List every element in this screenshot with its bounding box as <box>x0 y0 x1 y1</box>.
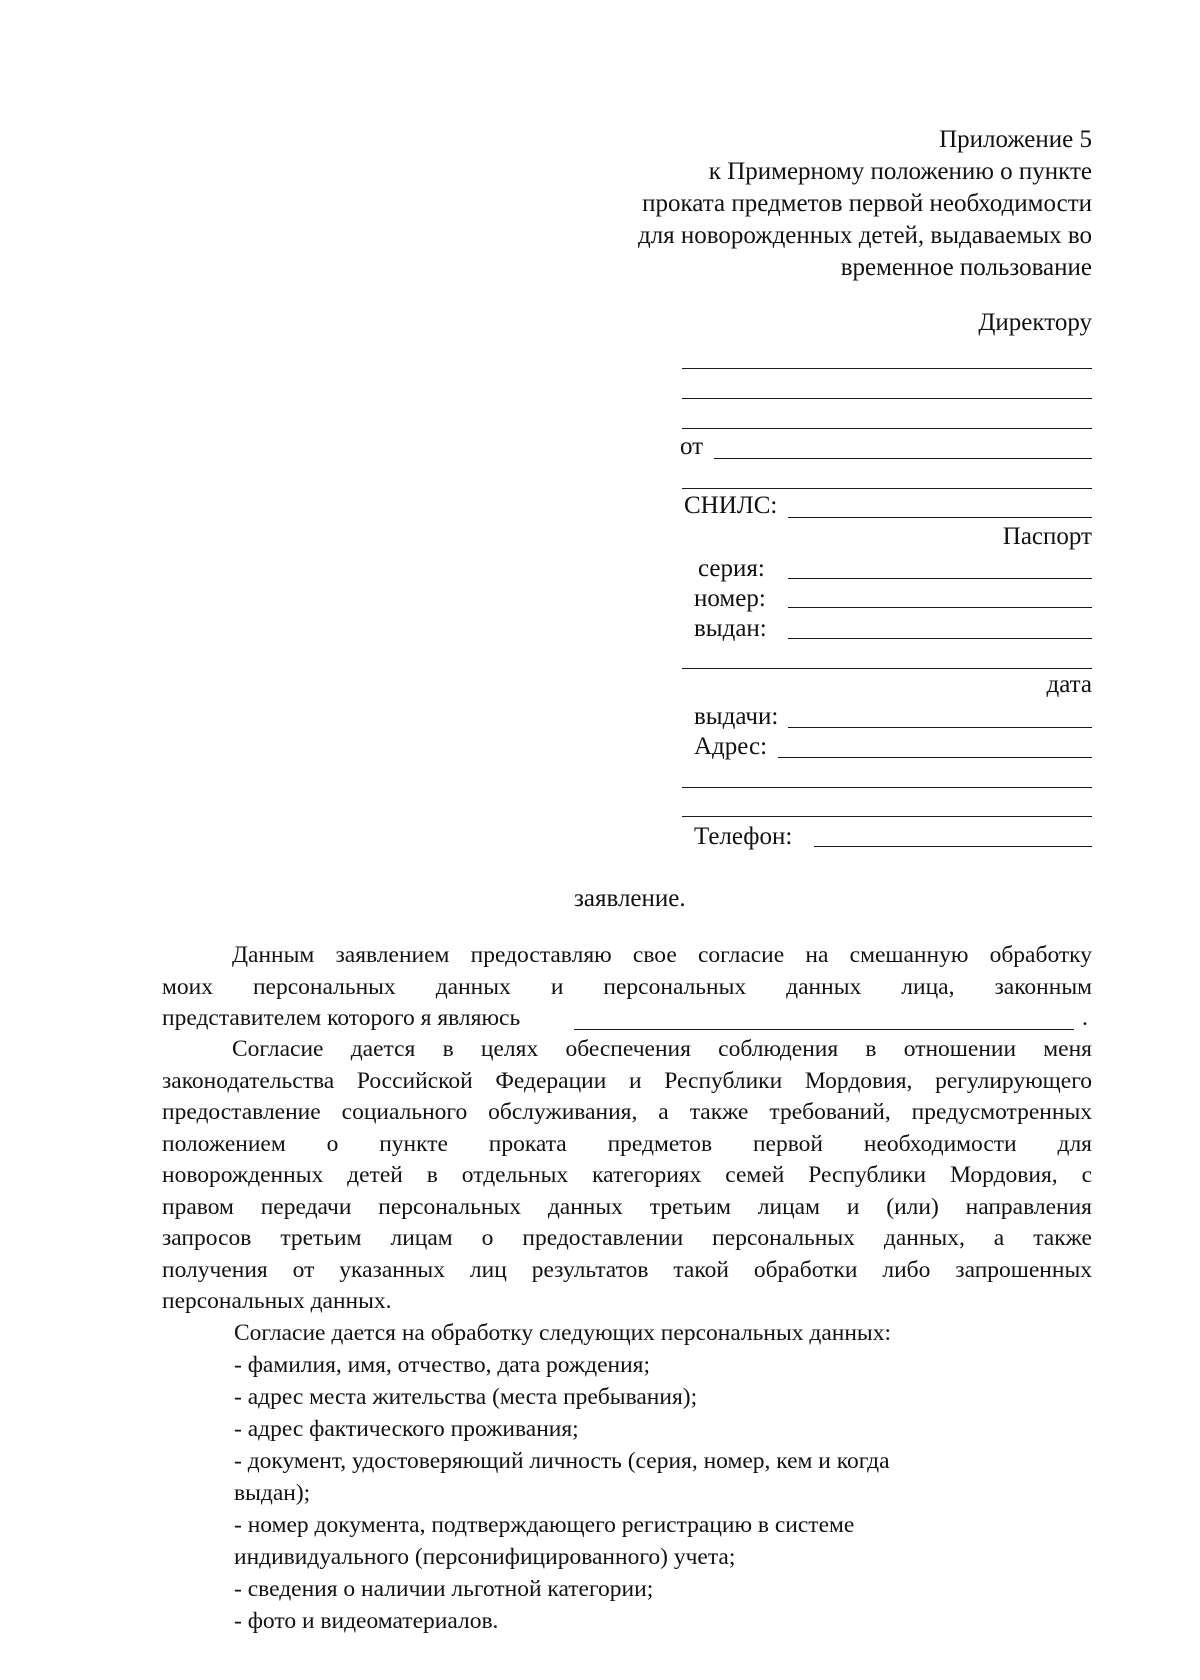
list-item: - фамилия, имя, отчество, дата рождения; <box>234 1352 651 1378</box>
from-name-field[interactable] <box>682 488 1092 489</box>
list-item: - сведения о наличии льготной категории; <box>234 1576 654 1602</box>
director-name-field[interactable] <box>682 428 1092 429</box>
list-item: - документ, удостоверяющий личность (серия, номер, кем и когда <box>234 1448 890 1474</box>
text-line: законодательства Российской Федерации и Республики Мордовия, регулирующего <box>162 1067 1092 1094</box>
text-line: запросов третьим лицам о предоставлении персональных данных, а также <box>162 1225 1092 1251</box>
director-name-field[interactable] <box>682 368 1092 369</box>
document-title: заявление. <box>574 885 686 912</box>
from-name-field[interactable] <box>714 458 1092 459</box>
text-line: правом передачи персональных данных третьим лицам и (или) направления <box>162 1193 1092 1220</box>
passport-issued-field[interactable] <box>682 668 1092 669</box>
from-label: от <box>680 433 704 460</box>
text-line: положением о пункте проката предметов первой необходимости для <box>162 1130 1092 1157</box>
passport-issued-label: выдан: <box>694 615 767 642</box>
representative-name-field[interactable] <box>574 1029 1074 1030</box>
list-item: - фото и видеоматериалов. <box>234 1608 499 1634</box>
snils-label: СНИЛС: <box>684 492 778 519</box>
address-label: Адрес: <box>694 733 768 760</box>
snils-field[interactable] <box>788 517 1092 518</box>
list-item: - номер документа, подтверждающего регистрацию в системе <box>234 1512 855 1538</box>
data-list-intro: Согласие дается на обработку следующих персональных данных: <box>234 1320 892 1346</box>
list-item: - адрес места жительства (места пребывания); <box>234 1384 698 1410</box>
appendix-caption-line: проката предметов первой необходимости <box>642 190 1092 217</box>
address-field[interactable] <box>682 816 1092 817</box>
date-label: дата <box>1046 671 1092 698</box>
list-item: выдан); <box>234 1480 311 1506</box>
appendix-caption-line: к Примерному положению о пункте <box>708 158 1092 185</box>
text-line: предоставление социального обслуживания, а также требований, предусмотренных <box>162 1099 1092 1125</box>
text-line: персональных данных. <box>162 1288 392 1314</box>
representative-line <box>162 1003 1092 1035</box>
text-line: моих персональных данных и персональных данных лица, законным <box>162 973 1092 1000</box>
text-line: новорожденных детей в отдельных категориях семей Республики Мордовия, с <box>162 1162 1092 1188</box>
passport-series-field[interactable] <box>788 578 1092 579</box>
list-item: индивидуального (персонифицированного) учета; <box>234 1544 736 1570</box>
text-line: получения от указанных лиц результатов такой обработки либо запрошенных <box>162 1256 1092 1283</box>
passport-number-label: номер: <box>694 585 766 612</box>
passport-series-label: серия: <box>698 555 765 582</box>
address-field[interactable] <box>778 757 1092 758</box>
director-name-field[interactable] <box>682 398 1092 399</box>
issue-date-label: выдачи: <box>694 703 779 730</box>
consent-paragraph <box>162 940 1092 1035</box>
passport-number-field[interactable] <box>788 607 1092 608</box>
passport-label: Паспорт <box>1002 523 1092 550</box>
sentence-end: . <box>1082 1005 1088 1031</box>
addressee-director: Директору <box>978 309 1092 336</box>
phone-field[interactable] <box>814 846 1092 847</box>
text-line: Данным заявлением предоставляю свое согласие на смешанную обработку <box>232 942 1092 968</box>
address-field[interactable] <box>682 787 1092 788</box>
text-line: Согласие дается в целях обеспечения соблюдения в отношении меня <box>232 1036 1092 1062</box>
phone-label: Телефон: <box>694 823 793 850</box>
appendix-caption-line: для новорожденных детей, выдаваемых во <box>637 222 1092 249</box>
purpose-paragraph <box>162 1034 1092 1318</box>
appendix-number: Приложение 5 <box>939 126 1092 153</box>
passport-issued-field[interactable] <box>788 638 1092 639</box>
text-line: представителем которого я являюсь <box>162 1005 521 1031</box>
list-item: - адрес фактического проживания; <box>234 1416 579 1442</box>
appendix-caption-line: временное пользование <box>840 254 1092 281</box>
issue-date-field[interactable] <box>788 727 1092 728</box>
